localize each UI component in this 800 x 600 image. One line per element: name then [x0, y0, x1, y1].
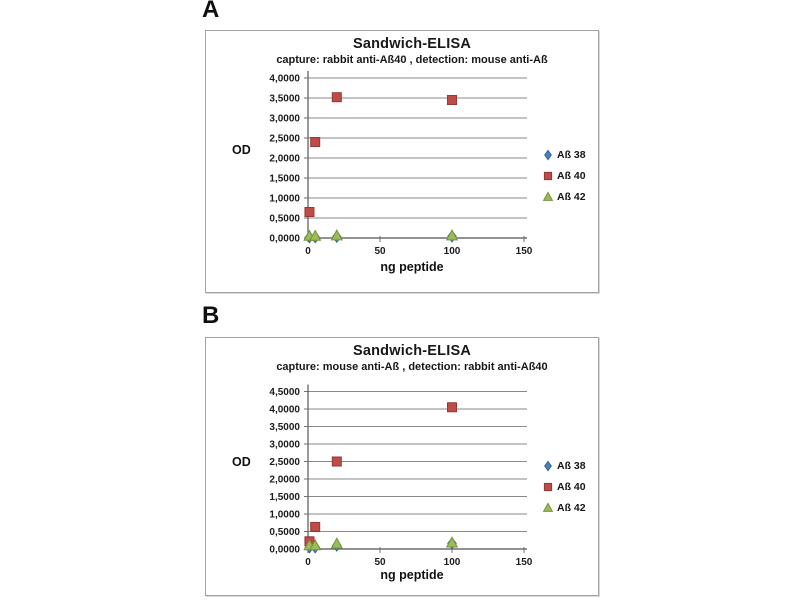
- legend-label: Aß 42: [557, 191, 586, 203]
- y-tick-label: 3,0000: [269, 113, 300, 125]
- y-tick-label: 1,0000: [269, 509, 300, 521]
- panel-label-b: B: [202, 302, 220, 329]
- chart-a-subtitle: capture: rabbit anti-Aß40 , detection: mouse anti-Aß: [276, 54, 548, 66]
- y-tick-label: 0,5000: [269, 527, 300, 538]
- chart-b-plot-area: [206, 338, 598, 595]
- y-tick-label: 0,0000: [269, 233, 300, 245]
- legend-item-aß-40: [542, 170, 586, 182]
- x-tick-label: 100: [443, 557, 461, 568]
- chart-a-x-axis-label: ng peptide: [380, 260, 444, 274]
- x-tick-label: 0: [305, 246, 311, 257]
- y-tick-label: 0,5000: [269, 213, 300, 225]
- chart-panel-a: [205, 30, 599, 293]
- x-tick-label: 150: [515, 557, 533, 568]
- data-point-aß-40: [311, 138, 320, 147]
- triangle-legend-icon: [542, 502, 554, 514]
- legend-label: Aß 40: [557, 170, 586, 182]
- y-tick-label: 3,5000: [269, 93, 300, 105]
- y-tick-label: 2,5000: [269, 457, 300, 468]
- y-tick-label: 2,0000: [269, 153, 300, 165]
- y-tick-label: 4,0000: [269, 73, 300, 85]
- square-marker: [544, 172, 551, 179]
- y-tick-label: 3,0000: [269, 439, 300, 451]
- data-point-aß-40: [332, 93, 341, 102]
- y-tick-label: 2,5000: [269, 133, 300, 145]
- chart-a-title: Sandwich-ELISA: [352, 36, 471, 52]
- diamond-marker: [545, 461, 552, 470]
- y-tick-label: 2,0000: [269, 474, 300, 486]
- chart-b-legend: [542, 460, 586, 514]
- chart-a-legend: [542, 149, 586, 203]
- x-tick-label: 50: [374, 246, 386, 257]
- square-legend-icon: [542, 170, 554, 182]
- legend-item-aß-40: [542, 481, 586, 493]
- legend-item-aß-38: [542, 460, 586, 472]
- data-point-aß-40: [311, 522, 320, 531]
- legend-item-aß-38: [542, 149, 586, 161]
- chart-b-y-axis-label: OD: [232, 455, 251, 469]
- square-marker: [544, 483, 551, 490]
- legend-label: Aß 40: [557, 481, 586, 493]
- legend-item-aß-42: [542, 191, 586, 203]
- data-point-aß-40: [332, 457, 341, 466]
- y-tick-label: 1,5000: [269, 492, 300, 503]
- x-tick-label: 0: [305, 557, 311, 568]
- y-tick-label: 4,0000: [269, 404, 300, 416]
- x-tick-label: 150: [515, 246, 533, 257]
- x-tick-label: 100: [443, 246, 461, 257]
- y-tick-label: 0,0000: [269, 544, 300, 556]
- triangle-legend-icon: [542, 191, 554, 203]
- chart-a-y-axis-label: OD: [232, 143, 251, 157]
- data-point-aß-40: [448, 403, 457, 412]
- diamond-legend-icon: [542, 149, 554, 161]
- data-point-aß-42: [332, 230, 343, 240]
- square-legend-icon: [542, 481, 554, 493]
- x-tick-label: 50: [374, 557, 386, 568]
- data-point-aß-40: [448, 96, 457, 105]
- y-tick-label: 3,5000: [269, 422, 300, 433]
- chart-b-title: Sandwich-ELISA: [352, 343, 471, 359]
- diamond-marker: [545, 150, 552, 159]
- y-tick-label: 4,5000: [269, 387, 300, 398]
- data-point-aß-40: [305, 208, 314, 217]
- legend-label: Aß 42: [557, 502, 586, 514]
- data-point-aß-42: [332, 538, 343, 548]
- triangle-marker: [544, 503, 553, 511]
- panel-label-a: A: [202, 0, 220, 23]
- legend-label: Aß 38: [557, 149, 586, 161]
- triangle-marker: [544, 192, 553, 200]
- y-tick-label: 1,0000: [269, 193, 300, 205]
- legend-item-aß-42: [542, 502, 586, 514]
- chart-panel-b: [205, 337, 599, 596]
- chart-b-x-axis-label: ng peptide: [380, 568, 444, 582]
- legend-label: Aß 38: [557, 460, 586, 472]
- y-tick-label: 1,5000: [269, 173, 300, 185]
- chart-b-subtitle: capture: mouse anti-Aß , detection: rabbit anti-Aß40: [276, 361, 548, 373]
- chart-a-plot-area: [206, 31, 598, 292]
- diamond-legend-icon: [542, 460, 554, 472]
